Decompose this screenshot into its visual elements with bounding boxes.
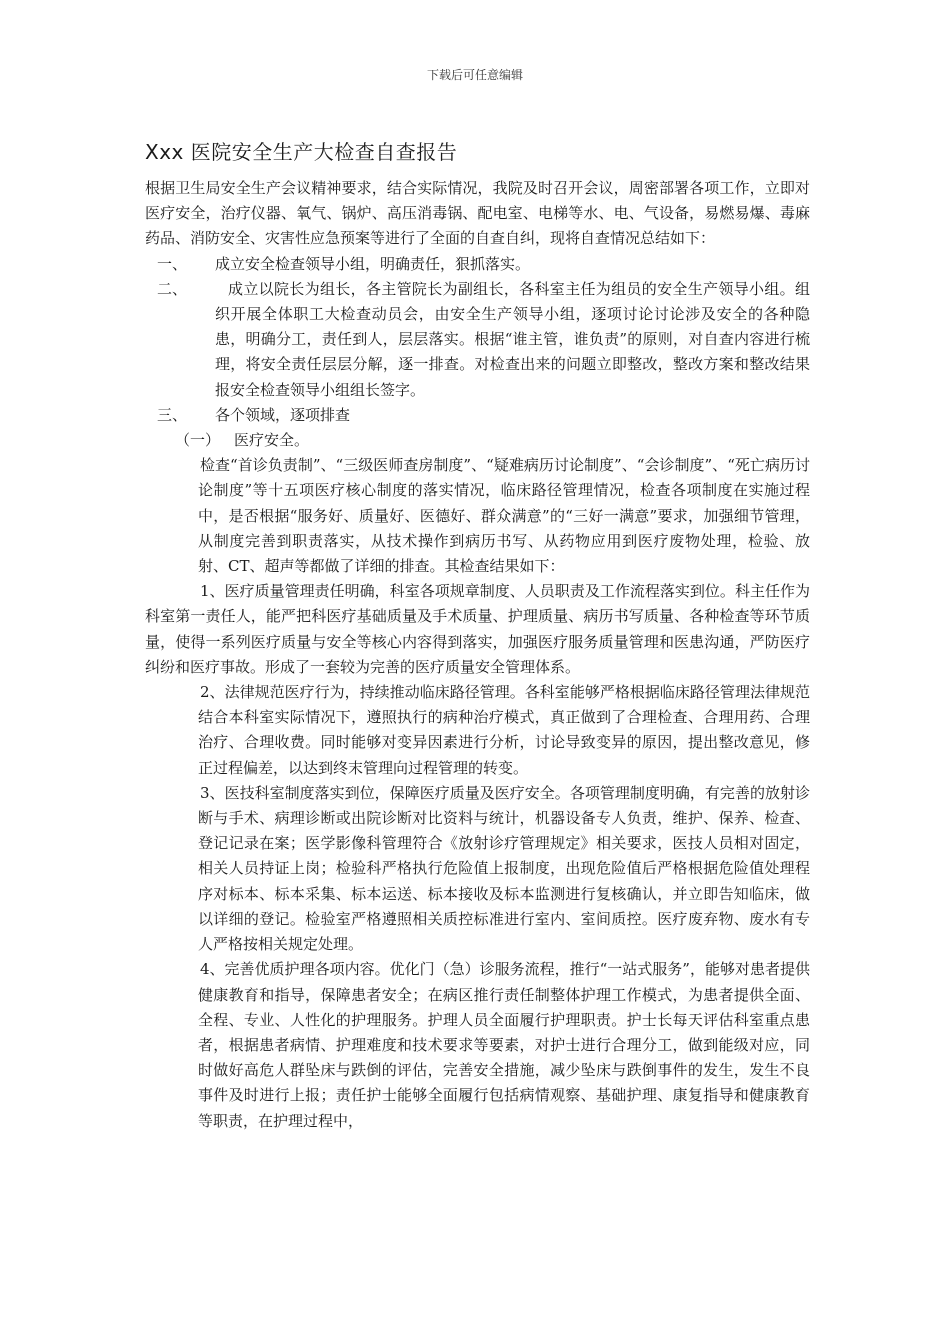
item-paragraph-2: 2、法律规范医疗行为，持续推动临床路径管理。各科室能够严格根据临床路径管理法律规范结合本科室实际情况下，遵照执行的病种治疗模式，真正做到了合理检查、合理用药、合理治疗、合理收费。同时能够对变异因素进行分析，讨论导致变异的原因，提出整改意见，修正过程偏差，以达到终末管理向过程管理的转变。	[198, 683, 810, 777]
item-paragraph-4: 4、完善优质护理各项内容。优化门（急）诊服务流程，推行“一站式服务”，能够对患者提供健康教育和指导，保障患者安全；在病区推行责任制整体护理工作模式，为患者提供全面、全程、专业、人性化的护理服务。护理人员全面履行护理职责。护士长每天评估科室重点患者，根据患者病情、护理难度和技术要求等要素，对护士进行合理分工，做到能级对应，同时做好高危人群坠床与跌倒的评估，完善安全措施，减少坠床与跌倒事件的发生，发生不良事件及时进行上报；责任护士能够全面履行包括病情观察、基础护理、康复指导和健康教育等职责，在护理过程中，	[198, 960, 810, 1130]
check-paragraph: 检查“首诊负责制”、“三级医师查房制度”、“疑难病历讨论制度”、“会诊制度”、“死亡病历讨论制度”等十五项医疗核心制度的落实情况，临床路径管理情况，检查各项制度在实施过程中，是否根据“服务好、质量好、医德好、群众满意”的“三好一满意”要求，加强细节管理，从制度完善到职责落实，从技术操作到病历书写、从药物应用到医疗废物处理，检验、放射、CT、超声等都做了详细的排查。其检查结果如下：	[198, 456, 810, 576]
section-text: 成立安全检查领导小组，明确责任，狠抓落实。	[215, 254, 531, 273]
header-note: 下载后可任意编辑	[426, 68, 523, 82]
section-number: 一、	[157, 254, 188, 273]
section-2	[145, 277, 810, 403]
section-number: 二、	[157, 279, 188, 298]
section-1	[145, 252, 810, 277]
section-text: 成立以院长为组长，各主管院长为副组长，各科室主任为组员的安全生产领导小组。组织开展全体职工大检查动员会，由安全生产领导小组，逐项讨论讨论涉及安全的各种隐患，明确分工，责任到人，层层落实。根据“谁主管，谁负责”的原则，对自查内容进行梳理，将安全责任层层分解，逐一排查。对检查出来的问题立即整改，整改方案和整改结果报安全检查领导小组组长签字。	[215, 279, 810, 399]
intro-paragraph: 根据卫生局安全生产会议精神要求，结合实际情况，我院及时召开会议，周密部署各项工作，立即对医疗安全，治疗仪器、氧气、锅炉、高压消毒锅、配电室、电梯等水、电、气设备，易燃易爆、毒麻药品、消防安全、灾害性应急预案等进行了全面的自查自纠，现将自查情况总结如下：	[145, 179, 810, 248]
item-paragraph-1: 1、医疗质量管理责任明确，科室各项规章制度、人员职责及工作流程落实到位。科主任作为科室第一责任人，能严把科医疗基础质量及手术质量、护理质量、病历书写质量、各种检查等环节质量，使得一系列医疗质量与安全等核心内容得到落实，加强医疗服务质量管理和医患沟通，严防医疗纠纷和医疗事故。形成了一套较为完善的医疗质量安全管理体系。	[145, 582, 810, 676]
document-body	[145, 176, 810, 1134]
subsection-heading	[145, 428, 810, 453]
section-number: 三、	[157, 405, 188, 424]
item-paragraph-3: 3、医技科室制度落实到位，保障医疗质量及医疗安全。各项管理制度明确，有完善的放射诊断与手术、病理诊断或出院诊断对比资料与统计，机器设备专人负责，维护、保养、检查、登记记录在案；医学影像科管理符合《放射诊疗管理规定》相关要求，医技人员相对固定，相关人员持证上岗；检验科严格执行危险值上报制度，出现危险值后严格根据危险值处理程序对标本、标本采集、标本运送、标本接收及标本监测进行复核确认，并立即告知临床，做以详细的登记。检验室严格遵照相关质控标准进行室内、室间质控。医疗废弃物、废水有专人严格按相关规定处理。	[198, 783, 810, 954]
section-text: 各个领域，逐项排查	[215, 405, 351, 424]
section-3	[145, 403, 810, 428]
subsection-number: （一）	[175, 431, 221, 450]
subsection-text: 医疗安全。	[234, 431, 310, 450]
document-title: Xxx 医院安全生产大检查自查报告	[145, 140, 458, 164]
